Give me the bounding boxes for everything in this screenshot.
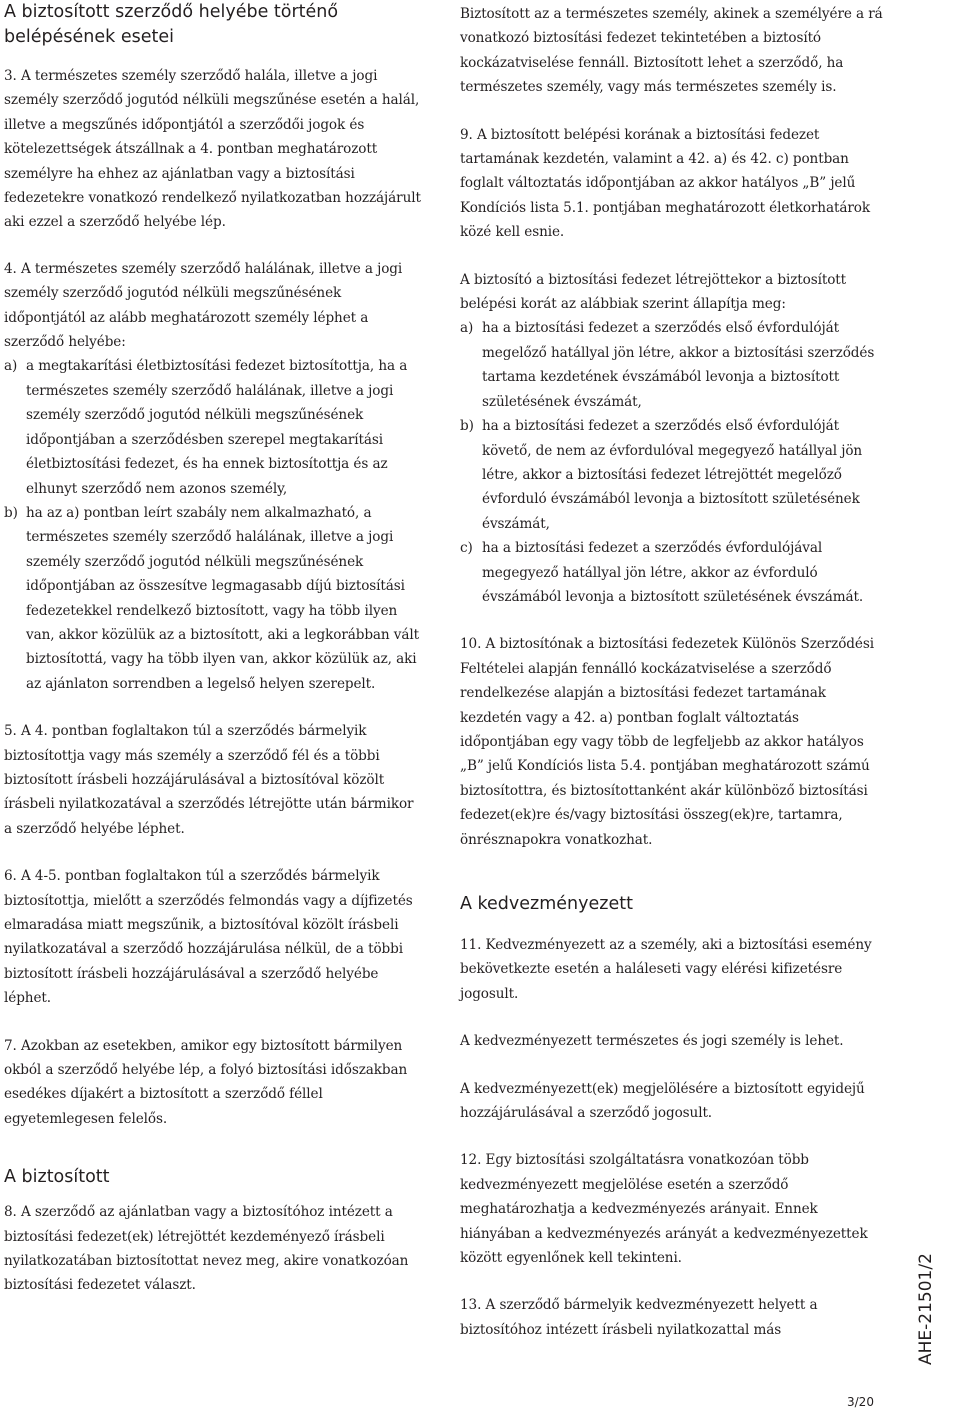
list-item-4b — [4, 501, 424, 696]
list-text: ha az a) pontban leírt szabály nem alkalmazható, a természetes személy szerződő halálának, illetve a jogi személy szerződő jogutód nélküli megszűnésének időpontjában az összesítve legmagasabb díjú biztosítási fedezetekkel rendelkező biztosított, vagy ha több ilyen van, akkor közülük az a biztosított, aki a legkorábban vált biztosítottá, vagy ha több ilyen van, akkor közülük az, aki az ajánlaton sorrendben a legelső helyen szerepelt. — [26, 504, 420, 692]
paragraph-12: 12. Egy biztosítási szolgáltatásra vonatkozóan több kedvezményezett megjelölése esetén a szerződő meghatározhatja a kedvezményezés arányait. Ennek hiányában a kedvezményezés arányát a kedvezményezettek között egyenlőnek kell tekinteni. — [460, 1152, 868, 1267]
paragraph-5: 5. A 4. pontban foglaltakon túl a szerződés bármelyik biztosítottja vagy más személy a szerződő fél és a többi biztosított írásbeli hozzájárulásával a biztosítóval közölt írásbeli nyilatkozatával a szerződés létrejötte után bármikor a szerződő helyébe léphet. — [4, 723, 414, 837]
paragraph-9-age-intro: A biztosító a biztosítási fedezet létrejöttekor a biztosított belépési korát az alábbiak szerint állapítja meg: — [460, 271, 847, 313]
list-text: ha a biztosítási fedezet a szerződés évfordulójával megegyező hatállyal jön létre, akkor az évforduló évszámából levonja a biztosított születésének évszámát. — [482, 540, 864, 605]
heading-beneficiary: A kedvezményezett — [460, 894, 633, 914]
paragraph-11b: A kedvezményezett természetes és jogi személy is lehet. — [460, 1033, 844, 1050]
paragraph-13: 13. A szerződő bármelyik kedvezményezett helyett a biztosítóhoz intézett írásbeli nyilatkozattal más — [460, 1297, 818, 1338]
paragraph-6: 6. A 4-5. pontban foglaltakon túl a szerződés bármelyik biztosítottja, mielőtt a szerződés felmondás vagy a díjfizetés elmaradása miatt megszűnik, a biztosítóval közölt írásbeli nyilatkozatával a szerződő hozzájárulása nélkül, de a többi biztosított írásbeli hozzájárulásával a szerződő helyébe léphet. — [4, 868, 413, 1007]
paragraph-11: 11. Kedvezményezett az a személy, aki a biztosítási esemény bekövetkezte esetén a haláleseti vagy elérési kifizetésre jogosult. — [460, 937, 872, 1002]
paragraph-8-continued: Biztosított az a természetes személy, akinek a személyére a rá vonatkozó biztosítási fedezet tekintetében a biztosító kockázatviselése fennáll. Biztosított lehet a szerződő, ha természetes személy, vagy más természetes személy is. — [460, 6, 883, 96]
right-column — [460, 0, 888, 1342]
left-column — [4, 0, 424, 1298]
list-text: ha a biztosítási fedezet a szerződés első évfordulóját követő, de nem az évfordulóval megegyező hatállyal jön létre, akkor a biztosítási fedezet létrejöttét megelőző évforduló évszámából levonja a biztosított születésének évszámát, — [482, 418, 863, 532]
list-text: ha a biztosítási fedezet a szerződés első évfordulóját megelőző hatállyal jön létre, akkor a biztosítási szerződés tartama kezdetének évszámából levonja a biztosított születésének évszámát, — [482, 320, 875, 410]
paragraph-8: 8. A szerződő az ajánlatban vagy a biztosítóhoz intézett a biztosítási fedezet(ek) létrejöttét kezdeményező írásbeli nyilatkozatában biztosítottat nevez meg, akire vonatkozóan biztosítási fedezetet választ. — [4, 1204, 409, 1294]
list-label: a) — [460, 320, 474, 337]
list-label: a) — [4, 358, 18, 375]
heading-policyholder-replacement: A biztosított szerződő helyébe történő belépésének esetei — [4, 2, 339, 47]
list-item-4a — [4, 354, 424, 500]
document-code: AHE-21501/2 — [916, 1253, 936, 1365]
paragraph-10: 10. A biztosítónak a biztosítási fedezetek Különös Szerződési Feltételei alapján fennálló kockázatviselése a szerződő rendelkezése alapján a biztosítási fedezet tartamának kezdetén vagy a 42. a) pontban foglalt változtatás időpontjában egy vagy több de legfeljebb az akkor hatályos „B” jelű Kondíciós lista 5.4. pontjában meghatározott számú biztosítottra, és biztosítottanként akár különböző biztosítási fedezet(ek)re és/vagy biztosítási összeg(ek)re, tartamra, önrésznapokra vonatkozhat. — [460, 636, 874, 848]
list-item-9a — [460, 316, 888, 414]
paragraph-11c: A kedvezményezett(ek) megjelölésére a biztosított egyidejű hozzájárulásával a szerződő jogosult. — [460, 1080, 865, 1122]
list-label: b) — [4, 504, 18, 521]
paragraph-9: 9. A biztosított belépési korának a biztosítási fedezet tartamának kezdetén, valamint a 42. a) és 42. c) pontban foglalt változtatás időpontjában az akkor hatályos „B” jelű Kondíciós lista 5.1. pontjában meghatározott életkorhatárok közé kell esnie. — [460, 126, 870, 241]
list-item-9b — [460, 414, 888, 536]
paragraph-4-intro: 4. A természetes személy szerződő halálának, illetve a jogi személy szerződő jogutód nélküli megszűnésének időpontjától az alább meghatározott személy léphet a szerződő helyébe: — [4, 260, 403, 351]
list-item-9c — [460, 536, 888, 609]
paragraph-7: 7. Azokban az esetekben, amikor egy biztosított bármilyen okból a szerződő helyébe lép, a folyó biztosítási időszakban esedékes díjakért a biztosított a szerződő féllel egyetemlegesen felelős. — [4, 1037, 408, 1127]
paragraph-3: 3. A természetes személy szerződő halála, illetve a jogi személy szerződő jogutód nélküli megszűnése esetén a halál, illetve a megszűnés időpontjától a szerződői jogok és kötelezettségek átszállnak a 4. pontban meghatározott személyre ha ehhez az ajánlatban vagy a biztosítási fedezetekre vonatkozó rendelkező nyilatkozatban hozzájárult aki ezzel a szerződő helyébe lép. — [4, 68, 421, 231]
list-text: a megtakarítási életbiztosítási fedezet biztosítottja, ha a természetes személy szerződő halálának, illetve a jogi személy szerződő jogutód nélküli megszűnésének időpontjában a szerződésben szerepel megtakarítási életbiztosítási fedezet, és ha ennek biztosítottja és az elhunyt szerződő nem azonos személy, — [26, 358, 408, 497]
list-label: b) — [460, 418, 474, 435]
heading-insured: A biztosított — [4, 1167, 110, 1188]
page-number: 3/20 — [847, 1395, 874, 1409]
list-label: c) — [460, 540, 473, 557]
